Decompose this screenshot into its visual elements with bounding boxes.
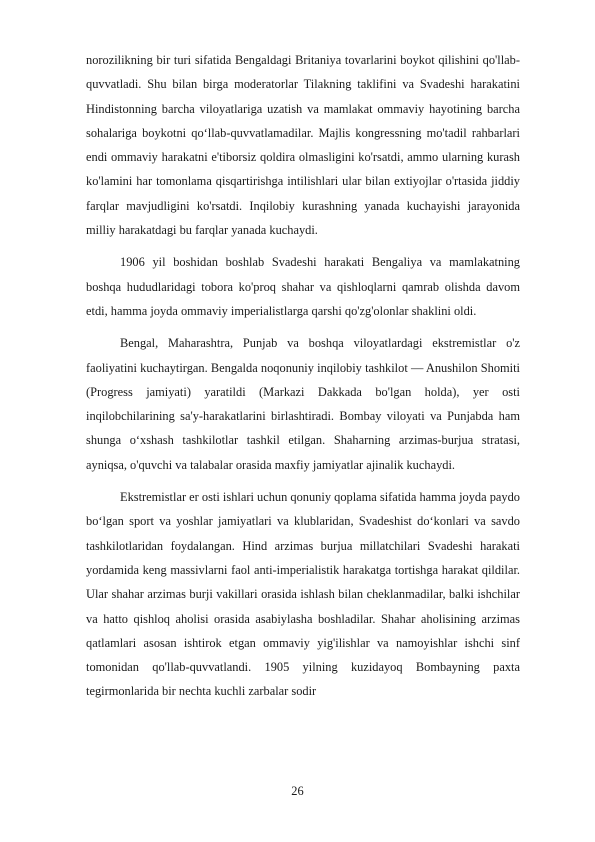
paragraph-3: Bengal, Maharashtra, Punjab va boshqa viloyatlardagi ekstremistlar o'z faoliyatini kuchaytirgan. Bengalda noqonuniy inqilobiy tashkilot — Anushilon Shomiti (Progress jamiyati) yaratildi (Markazi Dakkada bo'lgan holda), yer osti inqilobchilarining sa'y-harakatlarini birlashtiradi. Bombay viloyati va Punjabda ham shunga o‘xshash tashkilotlar tashkil etilgan. Shaharning arzimas-burjua stratasi, ayniqsa, o'quvchi va talabalar orasida maxfiy jamiyatlar ajinalik kuchaydi. [86, 336, 520, 472]
paragraph-4: Ekstremistlar er osti ishlari uchun qonuniy qoplama sifatida hamma joyda paydo bo‘lgan sport va yoshlar jamiyatlari va klublaridan, Svadeshist do‘konlari va savdo tashkilotlaridan foydalangan. Hind arzimas burjua millatchilari Svadeshi harakati yordamida keng massivlarni faol anti-imperialistik harakatga tortishga harakat qildilar. Ular shahar arzimas burji vakillari orasida ishlash bilan cheklanmadilar, balki ishchilar va hatto qishloq aholisi orasida asabiylasha boshladilar. Shahar aholisining arzimas qatlamlari asosan ishtirok etgan ommaviy yig'ilishlar va namoyishlar ishchi sinf tomonidan qo'llab-quvvatlandi. 1905 yilning kuzidayoq Bombayning paxta tegirmonlarida bir nechta kuchli zarbalar sodir [86, 490, 520, 699]
page-number: 26 [291, 784, 304, 798]
paragraph-2: 1906 yil boshidan boshlab Svadeshi harakati Bengaliya va mamlakatning boshqa hududlaridagi tobora ko'proq shahar va qishloqlarni qamrab olishda davom etdi, hamma joyda ommaviy imperialistlarga qarshi qo'zg'olonlar shaklini oldi. [86, 255, 520, 318]
document-page [86, 48, 520, 712]
paragraph-1: norozilikning bir turi sifatida Bengaldagi Britaniya tovarlarini boykot qilishini qo'llab-quvvatladi. Shu bilan birga moderatorlar Tilakning taklifini va Svadeshi harakatini Hindistonning barcha viloyatlariga uzatish va mamlakat ommaviy hayotining barcha sohalariga boykotni qo‘llab-quvvatlamadilar. Majlis kongressning mo'tadil rahbarlari endi ommaviy harakatni e'tiborsiz qoldira olmasligini ko'rsatdi, ammo ularning kurash ko'lamini har tomonlama qisqartirishga intilishlari ular bilan extiyojlar o'rtasida jiddiy farqlar mavjudligini ko'rsatdi. Inqilobiy kurashning yanada kuchayishi jarayonida milliy harakatdagi bu farqlar yanada kuchaydi. [86, 53, 520, 238]
